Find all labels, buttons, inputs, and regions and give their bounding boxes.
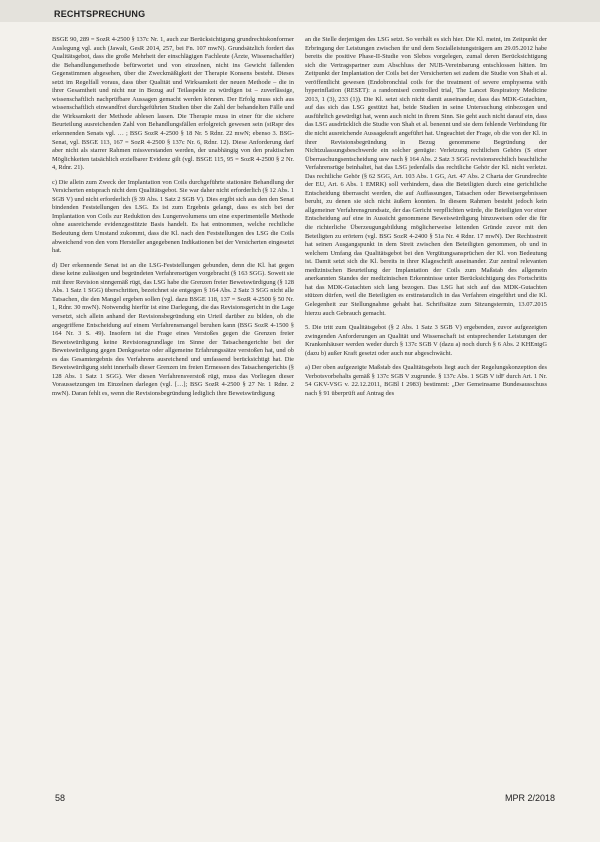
left-column [52, 36, 294, 781]
paragraph: a) Der oben aufgezeigte Maßstab des Qualitätsgebots liegt auch der Regelungskonzeption des Verbotsvorbehalts gemäß § 137c SGB V zugrunde. § 137c Abs. 1 SGB V idF durch Art. 1 Nr. 54 GKV-VSG v. 22.12.2011, BGBl I 2983) bestimmt: „Der Gemeinsame Bundesausschuss nach § 91 überprüft auf Antrag des [305, 364, 547, 397]
paragraph: d) Der erkennende Senat ist an die LSG-Feststellungen gebunden, denn die Kl. hat gegen diese keine zulässigen und begründeten Verfahrensrügen vorgebracht (§ 163 SGG). Soweit sie mit ihrer Revision sinngemäß rügt, das LSG habe die Grenzen freier Beweiswürdigung (§ 128 Abs. 1 Satz 1 SGG) überschritten, bezeichnet sie entgegen § 164 Abs. 2 Satz 3 SGG nicht alle Tatsachen, die den Mangel ergeben sollen (vgl. dazu BSGE 118, 137 = SozR 4-2500 § 50 Nr. 1, Rdnr. 30 mwN). Notwendig hierfür ist eine Darlegung, die das Revisionsgericht in die Lage versetzt, sich allein anhand der Revisionsbegründung ein Urteil darüber zu bilden, ob die angegriffene Entscheidung auf einem Verfahrensmangel beruhen kann (BSG SozR 4-1500 § 164 Nr. 3 S. 49). Insofern ist die Frage eines Verstoßes gegen die Grenzen freier Beweiswürdigung keine Revisionsgrundlage im Sinne der Tatsachengerichte bei der Beweiswürdigung gegen Denkgesetze oder allgemeine Erfahrungssätze verstoßen hat, und ob es das Gesamtergebnis des Verfahrens ausreichend und umfassend berücksichtigt hat. Die Beweiswürdigung steht innerhalb dieser Grenzen im freien Ermessen des Tatsachengerichts (§ 128 Abs. 1 Satz 1 SGG). Wer diesen Verfahrensverstoß rügt, muss das Vorliegen dieser Voraussetzungen im Einzelnen darlegen (vgl. […]; BSG SozR 4-2500 § 27 Nr. 1 Rdnr. 2 mwN). Daran fehlt es, wenn die Revisionsbegründung lediglich ihre Beweiswürdigung [52, 261, 294, 397]
paragraph: BSGE 90, 289 = SozR 4-2500 § 137c Nr. 1, auch zur Berücksichtigung grundrechtskonformer Auslegung vgl. auch (Jawalt, GesR 2014, 257, bei Fn. 107 mwN). Grundsätzlich fordert das Qualitätsgebot, dass die große Mehrheit der einschlägigen Fachleute (Ärzte, Wissenschaftler) die Behandlungsmethode befürwortet und von einzelnen, nicht ins Gewicht fallenden Gegenstimmen abgesehen, über die Zweckmäßigkeit der Therapie Konsens besteht. Dieses setzt im Regelfall voraus, dass über Qualität und Wirksamkeit der neuen Methode – die in ihrer Gesamtheit und nicht nur in Bezug auf Teilaspekte zu würdigen ist – zuverlässige, wissenschaftlich nachprüfbare Aussagen gemacht werden können. Der Erfolg muss sich aus wissenschaftlich einwandfrei durchgeführten Studien über die Zahl der behandelten Fälle und die Wirksamkeit der Methode ablesen lassen. Die Therapie muss in einer für die sichere Beurteilung ausreichenden Zahl von Behandlungsfällen erfolgreich gewesen sein (stRspr des erkennenden Senats vgl. … ; BSG SozR 4-2500 § 18 Nr. 5 Rdnr. 22 mwN; ebenso 3. BSG-Senat, vgl. BSGE 113, 167 = SozR 4-2500 § 137c Nr. 6, Rdnr. 12). Diese Anforderung darf aber nicht als starrer Rahmen missverstanden werden, der unabhängig von den praktischen Möglichkeiten tatsächlich erzielbarer Evidenz gilt (vgl. BSGE 115, 95 = SozR 4-2500 § 2 Nr. 4, Rdnr. 21). [52, 36, 294, 172]
paragraph: 5. Die tritt zum Qualitätsgebot (§ 2 Abs. 1 Satz 3 SGB V) ergebenden, zuvor aufgezeigten zwingenden Anforderungen an Qualität und Wissenschaft ist entsprechender Leistungen der Krankenhäuser werden weder durch § 137c SGB V (dazu a) noch durch § 6 Abs. 2 KHEntgG (dazu b) außer Kraft gesetzt oder auch nur abgeschwächt. [305, 324, 547, 357]
paragraph: an die Stelle derjenigen des LSG setzt. So verhält es sich hier. Die Kl. meint, im Zeitpunkt der Erbringung der Leistungen zwischen ihr und dem Sozialleistungsträgern am 29.05.2012 habe bereits die positive Phase-II-Studie von Slebos vorgelegen, zumal deren Berücksichtigung sich die Vertragspartner zum Abschluss der NUB-Vereinbarung entschlossen hätten. Im Zeitpunkt der Implantation der Coils bei der Versicherten sei zudem die Studie von Shah et al. veröffentlicht gewesen (Endobronchial coils for the treatment of severe emphysema with hyperinflation (RESET): a randomised controlled trial, The Lancet Respiratory Medicine 2013, 1 (3), 233 (1)). Die Kl. setzt sich nicht damit auseinander, dass das MDK-Gutachten, auf das sich das LSG gestützt hat, beide Studien in seine Untersuchung einbezogen und ausführlich gewürdigt hat, wenn auch nicht in ihrem Sinn. Sie geht auch nicht darauf ein, dass das LSG ausdrücklich die Studie von Shah et al. benennt und sie dem fehlende Verbindung für die nicht ausreichende Aussagekraft angeführt hat. Ungeachtet der Frage, ob die von der Kl. in ihrer Revisionsbegründung in Bezug genommene Begründung der Nichtzulassungsbeschwerde ein solcher genügte: Verletzung rechtlichen Gehörs (S einer Überraschungsentscheidung usw nach § 164 Abs. 2 Satz 3 SGG revisionsrechtlich beachtliche Verfahrensrüge beinhaltet, hat das LSG jedenfalls das rechtliche Gehör der Kl. nicht verletzt. Das rechtliche Gehör (§ 62 SGG, Art. 103 Abs. 1 GG, Art. 47 Abs. 2 Charta der Grundrechte der EU, Art. 6 Abs. 1 EMRK) soll verhindern, dass die Beteiligten durch eine gerichtliche Entscheidung überrascht werden, die auf Auffassungen, Tatsachen oder Beweisergebnissen beruht, zu denen sie sich nicht äußern konnten. In diesem Rahmen besteht jedoch kein allgemeiner Verfahrensgrundsatz, der das Gericht verpflichten würde, die Beteiligten vor einer Entscheidung auf eine in Aussicht genommene Beweiswürdigung hinzuweisen oder die für die richterliche Überzeugungsbildung möglicherweise leitenden Gründe zuvor mit den Beteiligten zu erörtern (vgl. BSG SozR 4-2400 § 51a Nr. 4 Rdnr. 17 mwN). Der Rechtsstreit hat seinen Ausgangspunkt in dem Streit zwischen den Beteiligten genommen, ob und in welchem Umfang das Qualitätsgebot bei den Vergütungsansprüchen der Kl. von Bedeutung ist. Damit setzt sich die Kl. bereits in ihrer Klageschrift auseinander. Zur zentral relevanten medizinischen Beurteilung der Implantation der Coils zum Maßstab des allgemein anerkannten Standes der medizinischen Erkenntnisse unter Berücksichtigung des Fortschritts hat das MDK-Gutachten sich lang bezogen. Das LSG hat sich auf das MDK-Gutachten stützen dürfen, weil die Beteiligten es erstinstanzlich in das Verfahren eingeführt und die Kl. Gelegenheit zur Stellungnahme gehabt hat. Schriftsätze zum Sitzungstermin, 13.07.2015 hierzu auch Gebrauch gemacht. [305, 36, 547, 317]
section-title: RECHTSPRECHUNG [54, 9, 146, 19]
right-column [305, 36, 547, 781]
paragraph: c) Die allein zum Zweck der Implantation von Coils durchgeführte stationäre Behandlung der Versicherten entsprach nicht dem Qualitätsgebot. Sie war daher nicht erforderlich (§ 12 Abs. 1 SGB V) und nicht erforderlich (§ 39 Abs. 1 Satz 2 SGB V). Dies ergibt sich aus den den Senat bindenden Feststellungen des LSG. Es ist zum Ergebnis gelangt, dass es sich bei der Implantation von Coils zur Reduktion des Lungenvolumens um eine experimentelle Methode ohne ausreichende evidenzgestützte Basis handelt. Es hat entnommen, welche rechtliche Bedeutung dem Umstand zukommt, dass die Kl. nach den Feststellungen des LSG die Coils abweichend von den vom Hersteller angegebenen Indikationen bei der Versicherten eingesetzt hat. [52, 178, 294, 255]
page-number: 58 [55, 793, 66, 803]
journal-issue: MPR 2/2018 [505, 793, 556, 803]
